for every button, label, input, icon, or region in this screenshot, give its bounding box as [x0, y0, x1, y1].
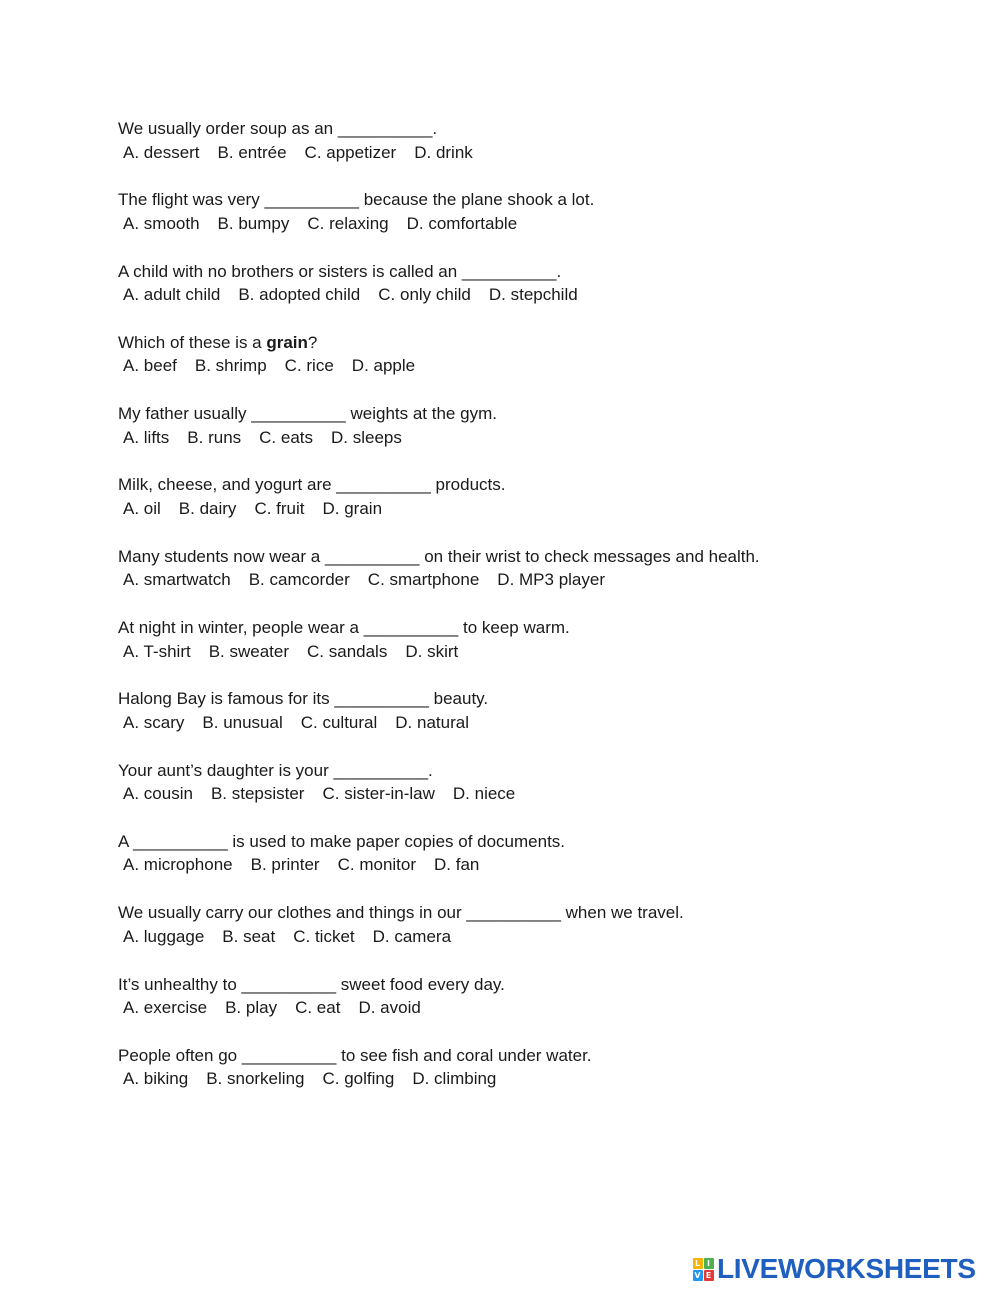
option-a[interactable]: A. T-shirt	[123, 641, 191, 661]
question-3	[118, 260, 918, 331]
question-stem: Many students now wear a __________ on their wrist to check messages and health.	[118, 546, 760, 566]
question-4	[118, 331, 918, 402]
question-13	[118, 973, 918, 1044]
option-a[interactable]: A. scary	[123, 712, 185, 732]
answer-options	[118, 996, 918, 1020]
question-stem: Milk, cheese, and yogurt are __________ products.	[118, 475, 506, 495]
option-d[interactable]: D. fan	[434, 855, 480, 875]
logo-mark-letter: L	[693, 1258, 703, 1269]
option-a[interactable]: A. exercise	[123, 998, 208, 1018]
option-a[interactable]: A. cousin	[123, 784, 193, 804]
answer-options	[118, 1067, 918, 1091]
option-a[interactable]: A. luggage	[123, 926, 205, 946]
answer-options	[118, 426, 918, 450]
question-stem: Your aunt’s daughter is your __________.	[118, 760, 433, 780]
option-c[interactable]: C. eats	[259, 427, 314, 447]
option-c[interactable]: C. smartphone	[367, 570, 480, 590]
question-stem: At night in winter, people wear a __________ to keep warm.	[118, 618, 570, 638]
stem-bold-word: grain	[266, 332, 308, 352]
question-stem: A __________ is used to make paper copies of documents.	[118, 831, 566, 851]
option-d[interactable]: D. camera	[372, 926, 452, 946]
option-c[interactable]: C. golfing	[322, 1069, 395, 1089]
answer-options	[118, 925, 918, 949]
option-a[interactable]: A. adult child	[123, 285, 221, 305]
answer-options	[118, 212, 918, 236]
question-11	[118, 830, 918, 901]
question-2	[118, 188, 918, 259]
option-d[interactable]: D. drink	[414, 142, 473, 162]
option-b[interactable]: B. play	[225, 998, 278, 1018]
question-14	[118, 1044, 918, 1115]
option-c[interactable]: C. eat	[295, 998, 341, 1018]
liveworksheets-logo	[692, 1254, 976, 1284]
option-a[interactable]: A. smartwatch	[123, 570, 231, 590]
option-a[interactable]: A. beef	[123, 356, 177, 376]
option-b[interactable]: B. sweater	[208, 641, 290, 661]
question-stem: We usually carry our clothes and things in our __________ when we travel.	[118, 903, 684, 923]
option-c[interactable]: C. relaxing	[307, 213, 389, 233]
answer-options	[118, 568, 918, 592]
option-c[interactable]: C. appetizer	[304, 142, 397, 162]
option-d[interactable]: D. grain	[322, 498, 383, 518]
option-d[interactable]: D. apple	[351, 356, 416, 376]
option-a[interactable]: A. biking	[123, 1069, 189, 1089]
option-c[interactable]: C. sister-in-law	[322, 784, 435, 804]
option-a[interactable]: A. microphone	[123, 855, 233, 875]
worksheet	[118, 117, 918, 1115]
option-d[interactable]: D. sleeps	[331, 427, 402, 447]
answer-options	[118, 782, 918, 806]
question-stem: Halong Bay is famous for its __________ beauty.	[118, 689, 489, 709]
option-c[interactable]: C. rice	[284, 356, 334, 376]
option-b[interactable]: B. seat	[222, 926, 276, 946]
logo-text: LIVEWORKSHEETS	[717, 1253, 976, 1284]
option-b[interactable]: B. stepsister	[210, 784, 305, 804]
option-b[interactable]: B. dairy	[178, 498, 237, 518]
question-7	[118, 545, 918, 616]
option-b[interactable]: B. runs	[187, 427, 242, 447]
option-c[interactable]: C. sandals	[307, 641, 388, 661]
question-stem: A child with no brothers or sisters is called an __________.	[118, 261, 562, 281]
answer-options	[118, 497, 918, 521]
question-stem: It’s unhealthy to __________ sweet food every day.	[118, 974, 505, 994]
option-b[interactable]: B. camcorder	[248, 570, 350, 590]
option-b[interactable]: B. shrimp	[194, 356, 267, 376]
logo-mark-letter: I	[704, 1258, 714, 1269]
option-b[interactable]: B. adopted child	[238, 285, 361, 305]
answer-options	[118, 354, 918, 378]
question-stem: My father usually __________ weights at the gym.	[118, 404, 497, 424]
question-12	[118, 901, 918, 972]
option-b[interactable]: B. printer	[250, 855, 320, 875]
option-d[interactable]: D. niece	[452, 784, 516, 804]
option-a[interactable]: A. lifts	[123, 427, 170, 447]
question-stem: People often go __________ to see fish and coral under water.	[118, 1045, 592, 1065]
option-a[interactable]: A. smooth	[123, 213, 200, 233]
question-1	[118, 117, 918, 188]
option-d[interactable]: D. MP3 player	[497, 570, 605, 590]
stem-before: Which of these is a	[118, 332, 267, 352]
answer-options	[118, 711, 918, 735]
logo-mark-letter: E	[704, 1270, 714, 1281]
option-d[interactable]: D. stepchild	[488, 285, 578, 305]
answer-options	[118, 640, 918, 664]
stem-after: ?	[307, 332, 318, 352]
answer-options	[118, 283, 918, 307]
option-b[interactable]: B. unusual	[202, 712, 283, 732]
option-c[interactable]: C. fruit	[254, 498, 305, 518]
option-d[interactable]: D. skirt	[405, 641, 459, 661]
option-d[interactable]: D. comfortable	[406, 213, 518, 233]
option-c[interactable]: C. cultural	[300, 712, 378, 732]
option-b[interactable]: B. snorkeling	[206, 1069, 305, 1089]
option-d[interactable]: D. climbing	[412, 1069, 497, 1089]
question-stem: We usually order soup as an __________.	[118, 119, 438, 138]
question-9	[118, 687, 918, 758]
question-stem	[118, 331, 918, 355]
option-d[interactable]: D. avoid	[358, 998, 421, 1018]
question-8	[118, 616, 918, 687]
option-c[interactable]: C. ticket	[293, 926, 355, 946]
option-a[interactable]: A. dessert	[123, 142, 200, 162]
option-b[interactable]: B. entrée	[217, 142, 287, 162]
question-10	[118, 759, 918, 830]
logo-mark-icon	[692, 1257, 714, 1281]
answer-options	[118, 853, 918, 877]
option-d[interactable]: D. natural	[395, 712, 469, 732]
option-a[interactable]: A. oil	[123, 498, 161, 518]
logo-mark-letter: V	[694, 1270, 701, 1280]
option-c[interactable]: C. only child	[378, 285, 471, 305]
question-6	[118, 473, 918, 544]
question-stem: The flight was very __________ because the plane shook a lot.	[118, 190, 595, 210]
option-b[interactable]: B. bumpy	[217, 213, 290, 233]
option-c[interactable]: C. monitor	[337, 855, 417, 875]
answer-options	[118, 141, 918, 165]
question-5	[118, 402, 918, 473]
